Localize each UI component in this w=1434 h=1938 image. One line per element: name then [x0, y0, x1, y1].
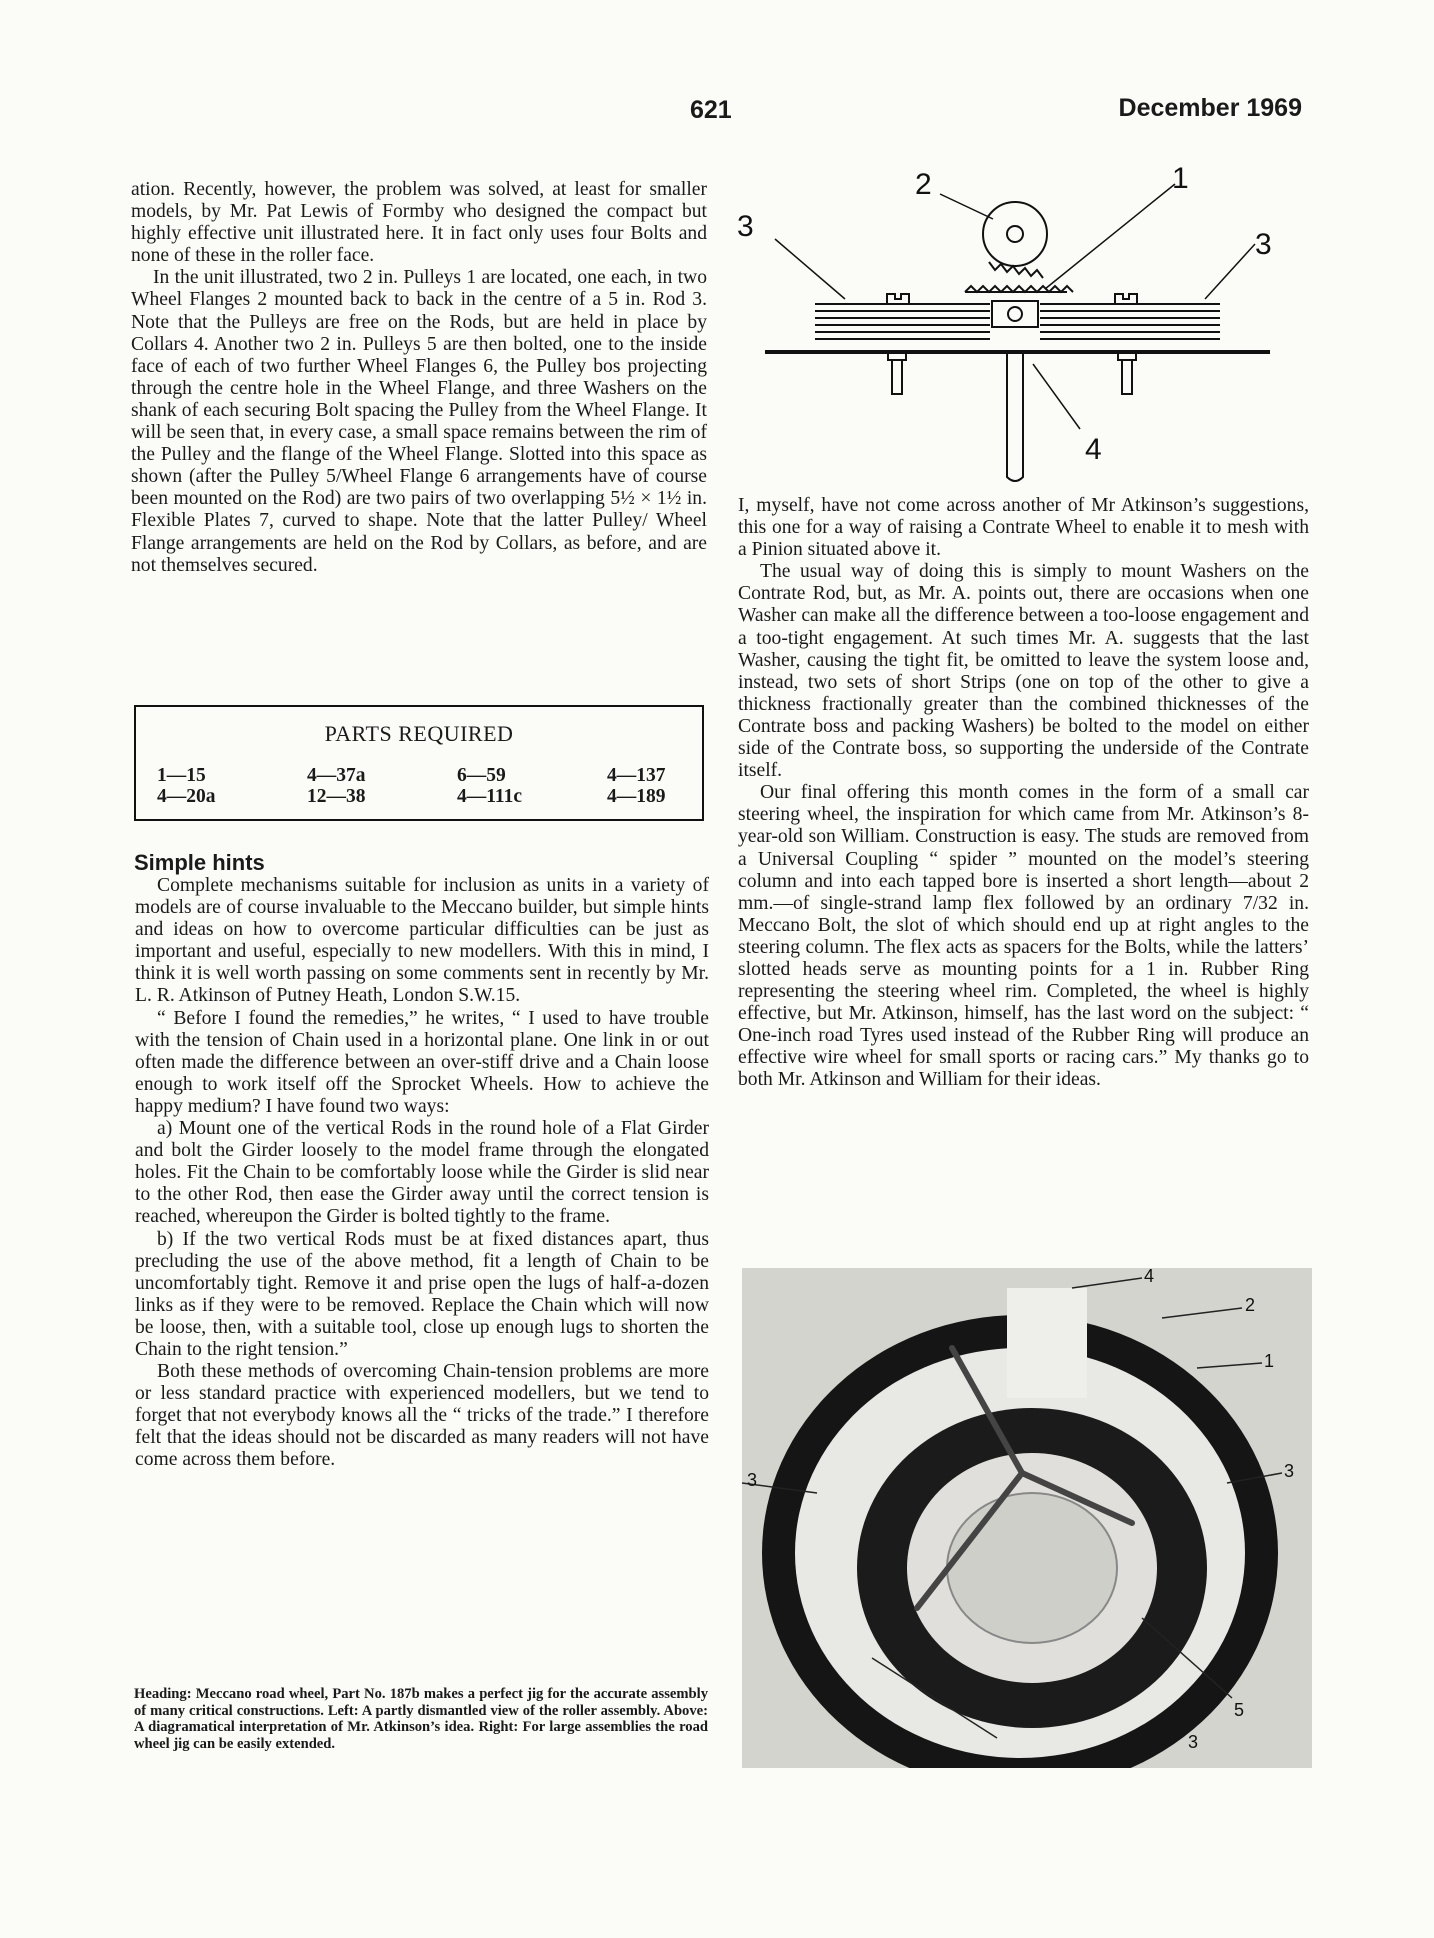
part-item: 4—37a	[307, 765, 366, 786]
diagram-label: 3	[1255, 228, 1272, 261]
photo-label: 5	[1234, 1700, 1245, 1720]
paragraph: Our final offering this month comes in the form of a small car steering wheel, the inspiration for which came from Mr. Atkinson’s 8-year-old son William. Construction is easy. The studs are removed from a Universal Coupling “ spider ” mounted on the model’s steering column and into each tapped bore is inserted a short length—about 2 mm.—of single-strand lamp flex followed by an ordinary 7/32 in. Meccano Bolt, the slot of which should end up at right angles to the steering column. The flex acts as spacers for the Bolts, while the latters’ slotted heads serve as mounting points for a 1 in. Rubber Ring representing the steering wheel rim. Completed, the wheel is highly effective, but Mr. Atkinson, himself, has the last word on the subject: “ One-inch road Tyres used instead of the Rubber Ring will produce an effective wire wheel for small sports or racing cars.” My thanks go to both Mr. Atkinson and William for their ideas.	[738, 782, 1309, 1091]
issue-date: December 1969	[1118, 94, 1302, 122]
contrate-diagram	[735, 164, 1295, 484]
part-item: 6—59	[457, 765, 506, 786]
photo-label: 4	[1144, 1268, 1155, 1286]
photo-label: 3	[747, 1470, 758, 1490]
photo-label: 2	[1245, 1295, 1256, 1315]
diagram-label: 2	[915, 168, 932, 201]
paragraph: ation. Recently, however, the problem was solved, at least for smaller models, by Mr. Pat Lewis of Formby who designed the compact but highly effective unit illustrated here. It in fact only uses four Bolts and none of these in the roller face.	[131, 179, 707, 267]
part-item: 4—20a	[157, 786, 216, 807]
photo-label: 3	[1188, 1732, 1199, 1752]
parts-required-title: PARTS REQUIRED	[324, 721, 514, 746]
paragraph: b) If the two vertical Rods must be at fixed distances apart, thus precluding the use of the above method, fit a length of Chain to be uncomfortably tight. Remove it and prise open the lugs of half-a-dozen links as if they were to be removed. Replace the Chain which will now be loose, then, with a suitable tool, close up enough lugs to shorten the Chain to the right tension.”	[135, 1228, 709, 1360]
parts-list	[157, 765, 702, 807]
article-column-top	[131, 179, 707, 577]
article-column-right	[738, 495, 1309, 1092]
paragraph: “ Before I found the remedies,” he writes, “ I used to have trouble with the tension of Chain used in a horizontal plane. One link in or out often made the difference between an over-stiff drive and a Chain loose enough to work itself off the Sprocket Wheels. How to achieve the happy medium? I have found two ways:	[135, 1007, 709, 1117]
part-item: 4—189	[607, 786, 666, 807]
photo-label: 3	[1284, 1461, 1295, 1481]
part-item: 4—137	[607, 765, 666, 786]
paragraph: Complete mechanisms suitable for inclusion as units in a variety of models are of course invaluable to the Meccano builder, but simple hints and ideas on how to overcome particular difficulties can be just as important and useful, especially to new modellers. With this in mind, I think it is well worth passing on some comments sent in recently by Mr. L. R. Atkinson of Putney Heath, London S.W.15.	[135, 875, 709, 1007]
paragraph: In the unit illustrated, two 2 in. Pulleys 1 are located, one each, in two Wheel Flanges 2 mounted back to back in the centre of a 5 in. Rod 3. Note that the Pulleys are free on the Rods, but are held in place by Collars 4. Another two 2 in. Pulleys 5 are then bolted, one to the inside face of each of two further Wheel Flanges 6, the Pulley bos projecting through the centre hole in the Wheel Flange, and three Washers on the shank of each securing Bolt spacing the Pulley from the Wheel Flange. It will be seen that, in every case, a small space remains between the rim of the Pulley and the flange of the Wheel Flange. Slotted into this space as shown (after the Pulley 5/Wheel Flange 6 arrangements have of course been mounted on the Rod) are two pairs of two overlapping 5½ × 1½ in. Flexible Plates 7, curved to shape. Note that the latter Pulley/ Wheel Flange arrangements are held on the Rod by Collars, as before, and are not themselves secured.	[131, 267, 707, 576]
diagram-label: 1	[1172, 164, 1189, 195]
diagram-label: 4	[1085, 433, 1102, 466]
paragraph: The usual way of doing this is simply to mount Washers on the Contrate Rod, but, as Mr. A. points out, there are occasions when one Washer can make all the difference between a too-loose engagement and a too-tight engagement. At such times Mr. A. suggests that the last Washer, causing the tight fit, be omitted to leave the system loose and, instead, two sets of short Strips (one on top of the other to give a thickness fractionally greater than the combined thicknesses of the Contrate boss and packing Washers) be bolted to the model on either side of the Contrate boss, so supporting the underside of the Contrate itself.	[738, 561, 1309, 782]
paragraph: I, myself, have not come across another of Mr Atkinson’s suggestions, this one for a way of raising a Contrate Wheel to enable it to mesh with a Pinion situated above it.	[738, 495, 1309, 561]
page-number: 621	[690, 96, 732, 124]
part-item: 4—111c	[457, 786, 523, 807]
article-column-bottom	[135, 875, 709, 1472]
section-heading: Simple hints	[134, 850, 265, 875]
figure-caption	[134, 1686, 708, 1752]
paragraph: Both these methods of overcoming Chain-tension problems are more or less standard practice with experienced modellers, but we tend to forget that not everybody knows all the “ tricks of the trade.” I therefore felt that the ideas should not be discarded as many readers will not have come across them before.	[135, 1361, 709, 1471]
part-item: 12—38	[307, 786, 366, 807]
road-wheel-photo	[742, 1268, 1312, 1768]
parts-required-box	[134, 705, 704, 821]
caption-text: Heading: Meccano road wheel, Part No. 187b makes a perfect jig for the accurate assembly of many critical constructions. Left: A partly dismantled view of the roller assembly. Above: A diagramatical interpretation of Mr. Atkinson’s idea. Right: For large assemblies the road wheel jig can be easily extended.	[134, 1686, 708, 1752]
photo-label: 1	[1264, 1351, 1275, 1371]
paragraph: a) Mount one of the vertical Rods in the round hole of a Flat Girder and bolt the Girder loosely to the model frame through the elongated holes. Fit the Chain to be comfortably loose while the Girder is slid near to the other Rod, then ease the Girder away until the correct tension is reached, whereupon the Girder is bolted tightly to the frame.	[135, 1118, 709, 1228]
diagram-label: 3	[737, 210, 754, 243]
part-item: 1—15	[157, 765, 206, 786]
